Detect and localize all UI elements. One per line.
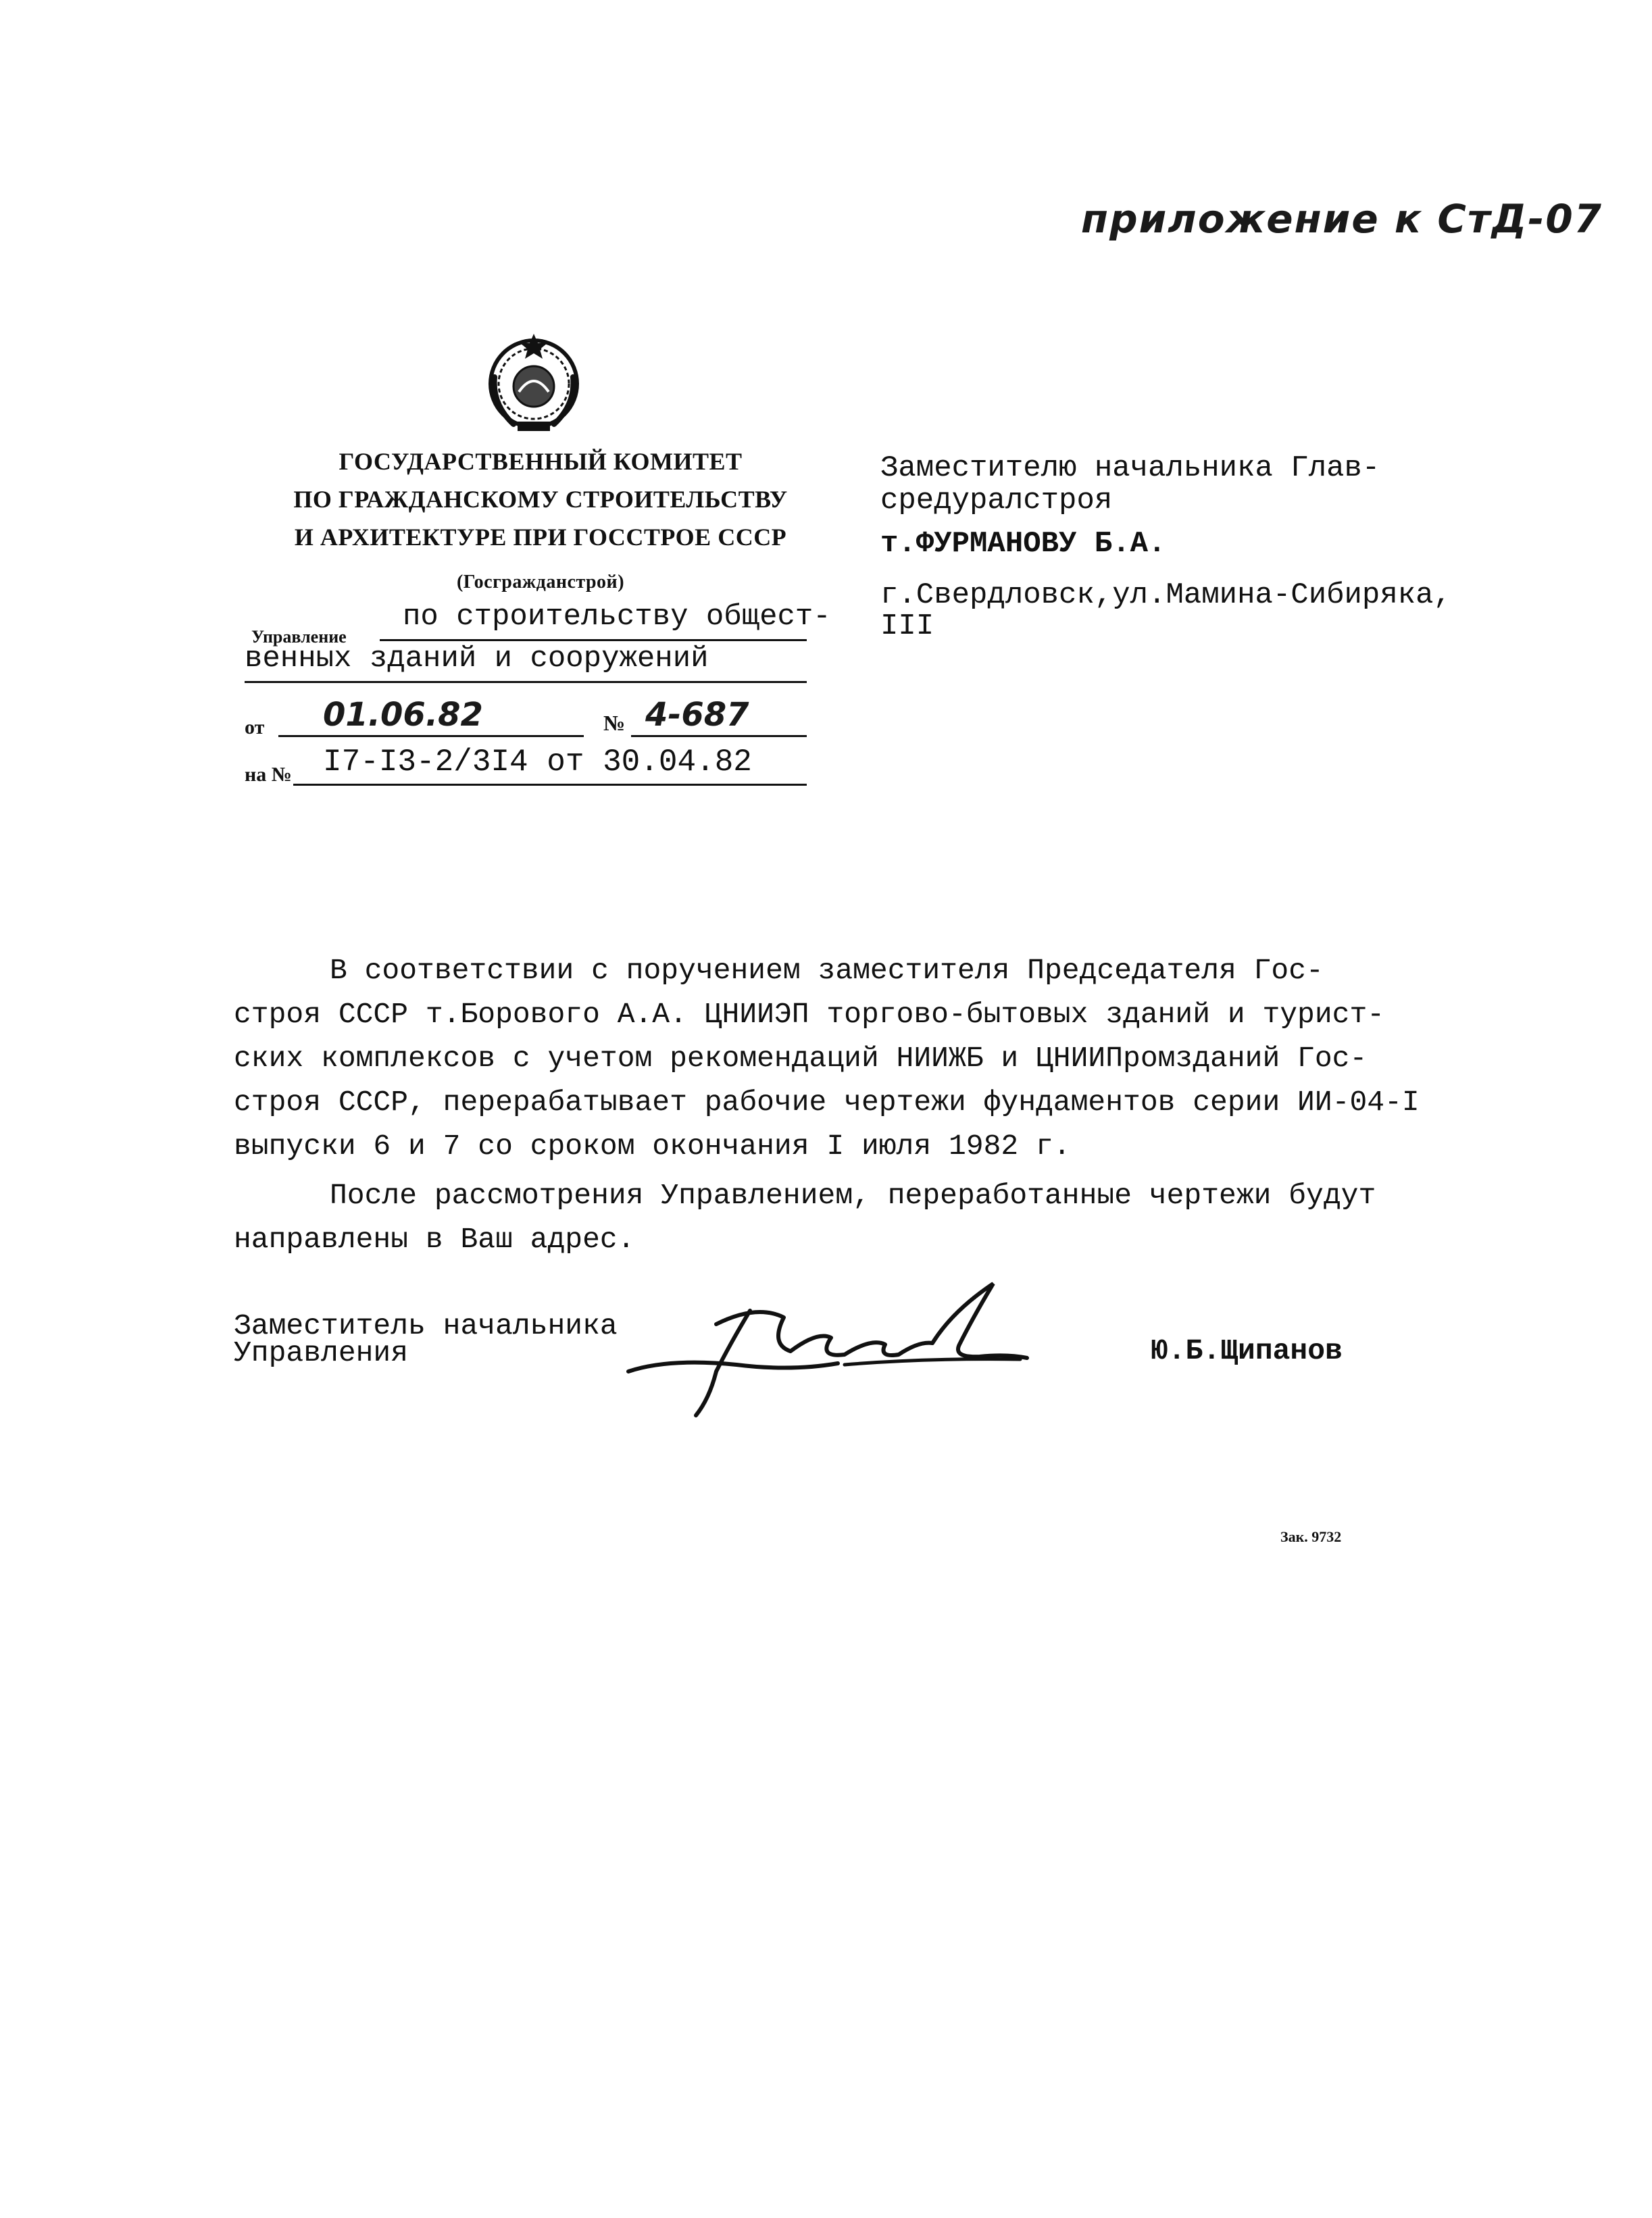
letter-date: 01.06.82 xyxy=(323,696,483,734)
management-label: Управление xyxy=(251,627,347,647)
reply-underline xyxy=(293,784,807,786)
number-underline xyxy=(631,735,807,737)
reply-label: на № xyxy=(245,763,292,786)
body-p1-line-3: ских комплексов с учетом рекомендаций НИИЖБ и ЦНИИПромзданий Гос- xyxy=(234,1042,1368,1075)
management-underline-1 xyxy=(380,639,807,641)
addressee-line-1: Заместителю начальника Глав- xyxy=(880,451,1380,485)
org-abbreviation: (Госгражданстрой) xyxy=(456,572,625,593)
date-underline xyxy=(278,735,584,737)
body-p1-line-5: выпуски 6 и 7 со сроком окончания I июля 1982 г. xyxy=(234,1130,1071,1163)
handwritten-signature xyxy=(615,1270,1074,1426)
annex-note: приложение к СтД-07 xyxy=(1081,196,1603,242)
management-line-1: по строительству общест- xyxy=(403,600,831,634)
letter-number: 4-687 xyxy=(645,696,749,734)
reply-value: I7-I3-2/3I4 от 30.04.82 xyxy=(323,745,752,780)
signer-title-line-2: Управления xyxy=(234,1336,409,1369)
body-p2-line-1: После рассмотрения Управлением, переработанные чертежи будут xyxy=(330,1179,1376,1212)
management-underline-2 xyxy=(245,681,807,683)
addressee-name: т.ФУРМАНОВУ Б.А. xyxy=(880,527,1166,561)
from-label: от xyxy=(245,716,265,738)
addressee-line-2: средуралстроя xyxy=(880,484,1113,518)
body-p1-line-2: строя СССР т.Борового А.А. ЦНИИЭП торгово-бытовых зданий и турист- xyxy=(234,998,1385,1031)
management-line-2: венных зданий и сооружений xyxy=(245,642,709,676)
state-emblem-icon xyxy=(480,330,588,438)
signer-name: Ю.Б.Щипанов xyxy=(1151,1334,1343,1367)
org-line-2: ПО ГРАЖДАНСКОМУ СТРОИТЕЛЬСТВУ xyxy=(293,486,788,513)
print-order-code: Зак. 9732 xyxy=(1280,1528,1342,1545)
addressee-building: III xyxy=(880,609,934,643)
signer-title-line-1: Заместитель начальника xyxy=(234,1309,618,1342)
number-label: № xyxy=(603,711,626,735)
org-line-1: ГОСУДАРСТВЕННЫЙ КОМИТЕТ xyxy=(339,448,743,475)
body-p2-line-2: направлены в Ваш адрес. xyxy=(234,1223,635,1256)
body-p1-line-1: В соответствии с поручением заместителя Председателя Гос- xyxy=(330,954,1324,987)
org-line-3: И АРХИТЕКТУРЕ ПРИ ГОССТРОЕ СССР xyxy=(294,524,787,551)
addressee-address: г.Свердловск,ул.Мамина-Сибиряка, xyxy=(880,578,1451,612)
body-p1-line-4: строя СССР, перерабатывает рабочие чертежи фундаментов серии ИИ-04-I xyxy=(234,1086,1420,1119)
